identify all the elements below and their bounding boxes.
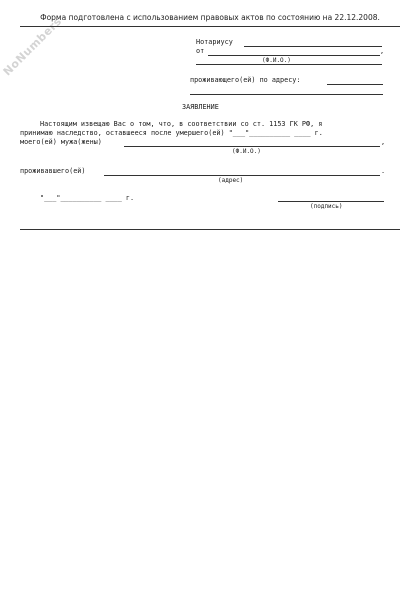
comma-mark: , — [380, 47, 385, 55]
bottom-rule — [20, 229, 400, 230]
notary-name-line — [244, 46, 382, 47]
fio-caption: (Ф.И.О.) — [262, 57, 291, 64]
comma-mark-2: , — [381, 138, 386, 146]
address-caption: (адрес) — [218, 177, 244, 184]
signature-caption: (подпись) — [310, 203, 343, 210]
residing-label: проживающего(ей) по адресу: — [190, 76, 301, 84]
applicant-name-line — [208, 55, 380, 56]
body-line-1: Настоящим извещаю Вас о том, что, в соответствии со ст. 1153 ГК РФ, я — [40, 120, 323, 128]
deceased-residing-label: проживавшего(ей) — [20, 167, 86, 175]
spouse-fio-caption: (Ф.И.О.) — [232, 148, 261, 155]
watermark: NoNumbers — [0, 14, 65, 79]
date-field: "___"__________ ____ г. — [40, 194, 135, 202]
applicant-address-line — [327, 84, 383, 85]
notary-label: Нотариусу — [196, 38, 233, 46]
applicant-address-line-2 — [190, 94, 383, 95]
spouse-name-line — [124, 146, 380, 147]
body-line-2: принимаю наследство, оставшееся после умершего(ей) "___"__________ ____ г. — [20, 129, 323, 137]
deceased-address-line — [104, 175, 380, 176]
from-label: от — [196, 47, 205, 55]
banner-text: Форма подготовлена с использованием правовых актов по состоянию на 22.12.2008. — [40, 13, 380, 22]
source-banner — [20, 12, 400, 27]
document-title: ЗАЯВЛЕНИЕ — [182, 103, 219, 111]
period-mark: . — [381, 167, 386, 175]
spouse-label: моего(ей) мужа(жены) — [20, 138, 102, 146]
signature-line — [278, 201, 384, 202]
applicant-name-line-2 — [196, 64, 382, 65]
